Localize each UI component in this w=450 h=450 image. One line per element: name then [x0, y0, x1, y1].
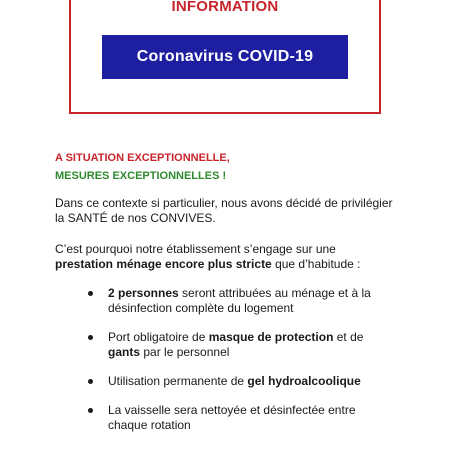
covid-banner: Coronavirus COVID-19	[102, 35, 348, 79]
bullet-dot-icon	[88, 379, 93, 384]
bullet-text-middle: et de	[333, 330, 364, 344]
bullet-bold: masque de protection	[208, 330, 334, 344]
bullet-dot-icon	[88, 291, 93, 296]
intro-paragraph	[55, 196, 395, 226]
bullet-dot-icon	[88, 335, 93, 340]
bullet-text-before: Port obligatoire de	[108, 330, 209, 344]
commitment-text-bold: prestation ménage encore plus stricte	[55, 257, 272, 271]
header-title: INFORMATION	[171, 0, 279, 15]
list-item	[88, 330, 398, 360]
commitment-text-after: que d’habitude :	[271, 257, 361, 271]
list-item	[88, 374, 398, 389]
bullet-text-after: par le personnel	[140, 345, 230, 359]
situation-tagline: A SITUATION EXCEPTIONNELLE,	[55, 152, 230, 164]
measures-list	[88, 286, 398, 433]
measures-tagline: MESURES EXCEPTIONNELLES !	[55, 170, 227, 182]
bullet-text-after: seront attribuées au ménage et à la désinfection complète du logement	[108, 286, 371, 315]
bullet-text-before: La vaisselle sera nettoyée et désinfectée entre chaque rotation	[108, 403, 356, 432]
bullet-text-before: Utilisation permanente de	[108, 374, 248, 388]
list-item	[88, 403, 398, 433]
list-item	[88, 286, 398, 316]
intro-text: Dans ce contexte si particulier, nous avons décidé de privilégier la SANTÉ de nos CONVIVES.	[55, 196, 393, 225]
commitment-paragraph	[55, 242, 395, 272]
bullet-bold-2: gants	[108, 345, 141, 359]
bullet-bold: gel hydroalcoolique	[247, 374, 361, 388]
bullet-dot-icon	[88, 408, 93, 413]
bullet-bold: 2 personnes	[108, 286, 179, 300]
commitment-text-before: C’est pourquoi notre établissement s’engage sur une	[55, 242, 336, 256]
